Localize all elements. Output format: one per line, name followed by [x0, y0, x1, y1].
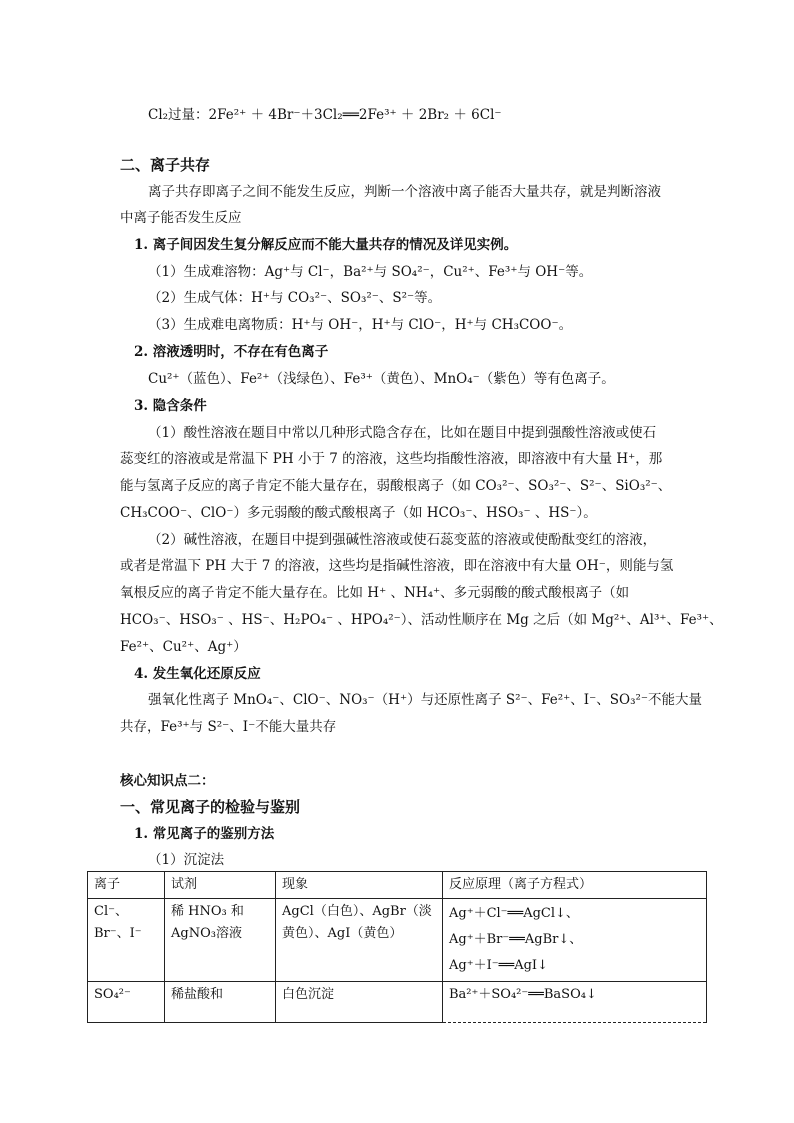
top-equation: Cl₂过量：2Fe²⁺ ＋ 4Br⁻＋3Cl₂══2Fe³⁺ ＋ 2Br₂ ＋ 6Cl⁻ — [148, 107, 502, 123]
table-row — [88, 899, 707, 982]
header-ion: 离子 — [88, 872, 165, 899]
header-reagent: 试剂 — [165, 872, 276, 899]
equation-agi: Ag⁺＋I⁻══AgI↓ — [449, 958, 548, 973]
core-knowledge-title: 核心知识点二： — [120, 773, 215, 789]
cell-equations — [443, 899, 707, 982]
item-4-title: 4. 发生氧化还原反应 — [134, 666, 261, 682]
ion-detection-table — [87, 871, 707, 1023]
table-row — [88, 982, 707, 1023]
item-1-c: （3）生成难电离物质：H⁺与 OH⁻，H⁺与 ClO⁻，H⁺与 CH₃COO⁻。 — [148, 317, 573, 333]
cell-equation-baso4: Ba²⁺＋SO₄²⁻══BaSO₄↓ — [443, 982, 707, 1023]
item-3-p1-line3: 能与氢离子反应的离子肯定不能大量存在，弱酸根离子（如 CO₃²⁻、SO₃²⁻、S²⁻、SiO₃²⁻、 — [120, 478, 672, 494]
item-2-text: Cu²⁺（蓝色）、Fe²⁺（浅绿色）、Fe³⁺（黄色）、MnO₄⁻（紫色）等有色离子。 — [148, 371, 615, 387]
item-3-p1-line4: CH₃COO⁻、ClO⁻）多元弱酸的酸式酸根离子（如 HCO₃⁻、HSO₃⁻ 、HS⁻）。 — [120, 505, 597, 521]
cell-ion: SO₄²⁻ — [88, 982, 165, 1023]
item-1-title: 1. 离子间因发生复分解反应而不能大量共存的情况及详见实例。 — [134, 237, 518, 253]
header-principle: 反应原理（离子方程式） — [443, 872, 707, 899]
item-3-p1-line2: 蕊变红的溶液或是常温下 PH 小于 7 的溶液，这些均指酸性溶液，即溶液中有大量 H⁺，那 — [120, 451, 663, 467]
subsection-title-methods: 1. 常见离子的鉴别方法 — [134, 826, 275, 842]
section-title-ion-coexistence: 二、离子共存 — [120, 156, 211, 174]
section-title-ion-detection: 一、常见离子的检验与鉴别 — [120, 798, 301, 816]
item-4-line2: 共存，Fe³⁺与 S²⁻、I⁻不能大量共存 — [120, 719, 337, 735]
item-3-p1-line1: （1）酸性溶液在题目中常以几种形式隐含存在，比如在题目中提到强酸性溶液或使石 — [148, 425, 657, 441]
cell-reagent: 稀盐酸和 — [165, 982, 276, 1023]
cell-phenomenon: 白色沉淀 — [276, 982, 443, 1023]
item-2-title: 2. 溶液透明时，不存在有色离子 — [134, 344, 329, 360]
equation-agcl: Ag⁺＋Cl⁻══AgCl↓、 — [449, 906, 579, 921]
item-1-a: （1）生成难溶物：Ag⁺与 Cl⁻，Ba²⁺与 SO₄²⁻，Cu²⁺、Fe³⁺与 OH⁻等。 — [148, 264, 593, 280]
table-header-row — [88, 872, 707, 899]
equation-agbr: Ag⁺＋Br⁻══AgBr↓、 — [449, 932, 583, 947]
item-3-p2-line5: Fe²⁺、Cu²⁺、Ag⁺） — [120, 639, 247, 655]
intro-line-2: 中离子能否发生反应 — [120, 210, 242, 226]
item-3-p2-line1: （2）碱性溶液，在题目中提到强碱性溶液或使石蕊变蓝的溶液或使酚酞变红的溶液， — [148, 532, 657, 548]
item-1-b: （2）生成气体：H⁺与 CO₃²⁻、SO₃²⁻、S²⁻等。 — [148, 290, 442, 306]
intro-line-1: 离子共存即离子之间不能发生反应，判断一个溶液中离子能否大量共存，就是判断溶液 — [148, 184, 661, 200]
item-3-p2-line4: HCO₃⁻、HSO₃⁻ 、HS⁻、H₂PO₄⁻ 、HPO₄²⁻）、活动性顺序在 Mg 之后（如 Mg²⁺、Al³⁺、Fe³⁺、 — [120, 612, 723, 628]
cell-reagent: 稀 HNO₃ 和 AgNO₃溶液 — [165, 899, 276, 982]
method-precipitation: （1）沉淀法 — [148, 852, 225, 868]
cell-phenomenon: AgCl（白色）、AgBr（淡黄色）、AgI（黄色） — [276, 899, 443, 982]
cell-ion: Cl⁻、Br⁻、I⁻ — [88, 899, 165, 982]
item-3-p2-line2: 或者是常温下 PH 大于 7 的溶液，这些均是指碱性溶液，即在溶液中有大量 OH⁻，则能与氢 — [120, 558, 674, 574]
item-3-p2-line3: 氧根反应的离子肯定不能大量存在。比如 H⁺ 、NH₄⁺、多元弱酸的酸式酸根离子（如 — [120, 585, 630, 601]
item-3-title: 3. 隐含条件 — [134, 398, 207, 414]
header-phenomenon: 现象 — [276, 872, 443, 899]
item-4-line1: 强氧化性离子 MnO₄⁻、ClO⁻、NO₃⁻（H⁺）与还原性离子 S²⁻、Fe²⁺、I⁻、SO₃²⁻不能大量 — [148, 692, 703, 708]
